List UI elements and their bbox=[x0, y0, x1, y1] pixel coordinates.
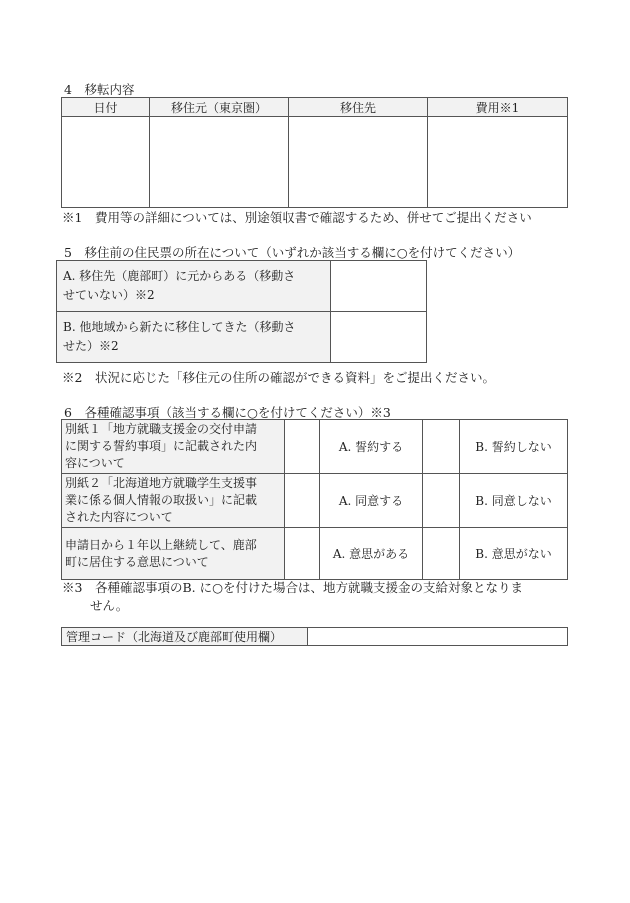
header-date: 日付 bbox=[62, 98, 150, 117]
confirm-3-option-a: A. 意思がある bbox=[320, 528, 423, 580]
section6-note-line2: せん。 bbox=[90, 598, 129, 613]
residence-mark-a[interactable] bbox=[331, 261, 427, 312]
header-origin: 移住元（東京圏） bbox=[150, 98, 289, 117]
confirm-2-line1: 別紙２「北海道地方就職学生支援事 bbox=[65, 476, 258, 490]
residence-mark-b[interactable] bbox=[331, 312, 427, 363]
confirm-3-mark-a[interactable] bbox=[285, 528, 320, 580]
residence-option-a-line2: せていない）※2 bbox=[63, 288, 155, 302]
residence-option-a-line1: A. 移住先（鹿部町）に元からある（移動さ bbox=[63, 269, 296, 283]
management-code-field[interactable] bbox=[308, 628, 568, 646]
destination-field[interactable] bbox=[289, 117, 428, 208]
residence-option-b-line2: せた）※2 bbox=[63, 339, 119, 353]
section5-title: 5 移住前の住民票の所在について（いずれか該当する欄に○を付けてください） bbox=[64, 245, 521, 260]
header-cost: 費用※1 bbox=[428, 98, 568, 117]
confirm-1-option-a: A. 誓約する bbox=[320, 420, 423, 474]
residence-option-b-line1: B. 他地域から新たに移住してきた（移動さ bbox=[63, 320, 296, 334]
confirm-1-line3: 容について bbox=[65, 456, 125, 470]
confirmation-row-3 bbox=[62, 528, 568, 580]
residence-row-b bbox=[57, 312, 427, 363]
section5-note: ※2 状況に応じた「移住元の住所の確認ができる資料」をご提出ください。 bbox=[62, 370, 495, 385]
confirm-2-mark-b[interactable] bbox=[423, 474, 460, 528]
transfer-table bbox=[61, 97, 568, 208]
confirmation-row-1 bbox=[62, 420, 568, 474]
confirm-2-line2: 業に係る個人情報の取扱い」に記載 bbox=[65, 493, 258, 507]
confirm-1-option-b: B. 誓約しない bbox=[460, 420, 568, 474]
section6-note-line1: ※3 各種確認事項のB. に○を付けた場合は、地方就職支援金の支給対象となりま bbox=[62, 580, 523, 595]
confirm-1-line1: 別紙１「地方就職支援金の交付申請 bbox=[65, 422, 258, 436]
transfer-table-row bbox=[62, 117, 568, 208]
confirm-1-mark-b[interactable] bbox=[423, 420, 460, 474]
origin-field[interactable] bbox=[150, 117, 289, 208]
confirm-2-option-a: A. 同意する bbox=[320, 474, 423, 528]
residence-table bbox=[56, 260, 427, 363]
confirm-1-mark-a[interactable] bbox=[285, 420, 320, 474]
confirmation-table bbox=[61, 419, 568, 580]
confirm-1-line2: に関する誓約事項」に記載された内 bbox=[65, 439, 258, 453]
confirm-3-mark-b[interactable] bbox=[423, 528, 460, 580]
section6-title: 6 各種確認事項（該当する欄に○を付けてください）※3 bbox=[64, 405, 391, 420]
residence-row-a bbox=[57, 261, 427, 312]
confirm-2-line3: された内容について bbox=[65, 510, 173, 524]
confirm-2-mark-a[interactable] bbox=[285, 474, 320, 528]
cost-field[interactable] bbox=[428, 117, 568, 208]
confirm-3-line1: 申請日から１年以上継続して、鹿部 bbox=[65, 537, 257, 552]
transfer-table-header bbox=[62, 98, 568, 117]
confirm-3-line2: 町に居住する意思について bbox=[65, 554, 209, 569]
section4-title: 4 移転内容 bbox=[64, 82, 135, 97]
header-destination: 移住先 bbox=[289, 98, 428, 117]
management-row bbox=[62, 628, 568, 646]
confirm-3-option-b: B. 意思がない bbox=[460, 528, 568, 580]
date-field[interactable] bbox=[62, 117, 150, 208]
section4-note: ※1 費用等の詳細については、別途領収書で確認するため、併せてご提出ください bbox=[62, 210, 532, 225]
confirmation-row-2 bbox=[62, 474, 568, 528]
management-table bbox=[61, 627, 568, 646]
management-label: 管理コード（北海道及び鹿部町使用欄） bbox=[62, 628, 308, 646]
confirm-2-option-b: B. 同意しない bbox=[460, 474, 568, 528]
